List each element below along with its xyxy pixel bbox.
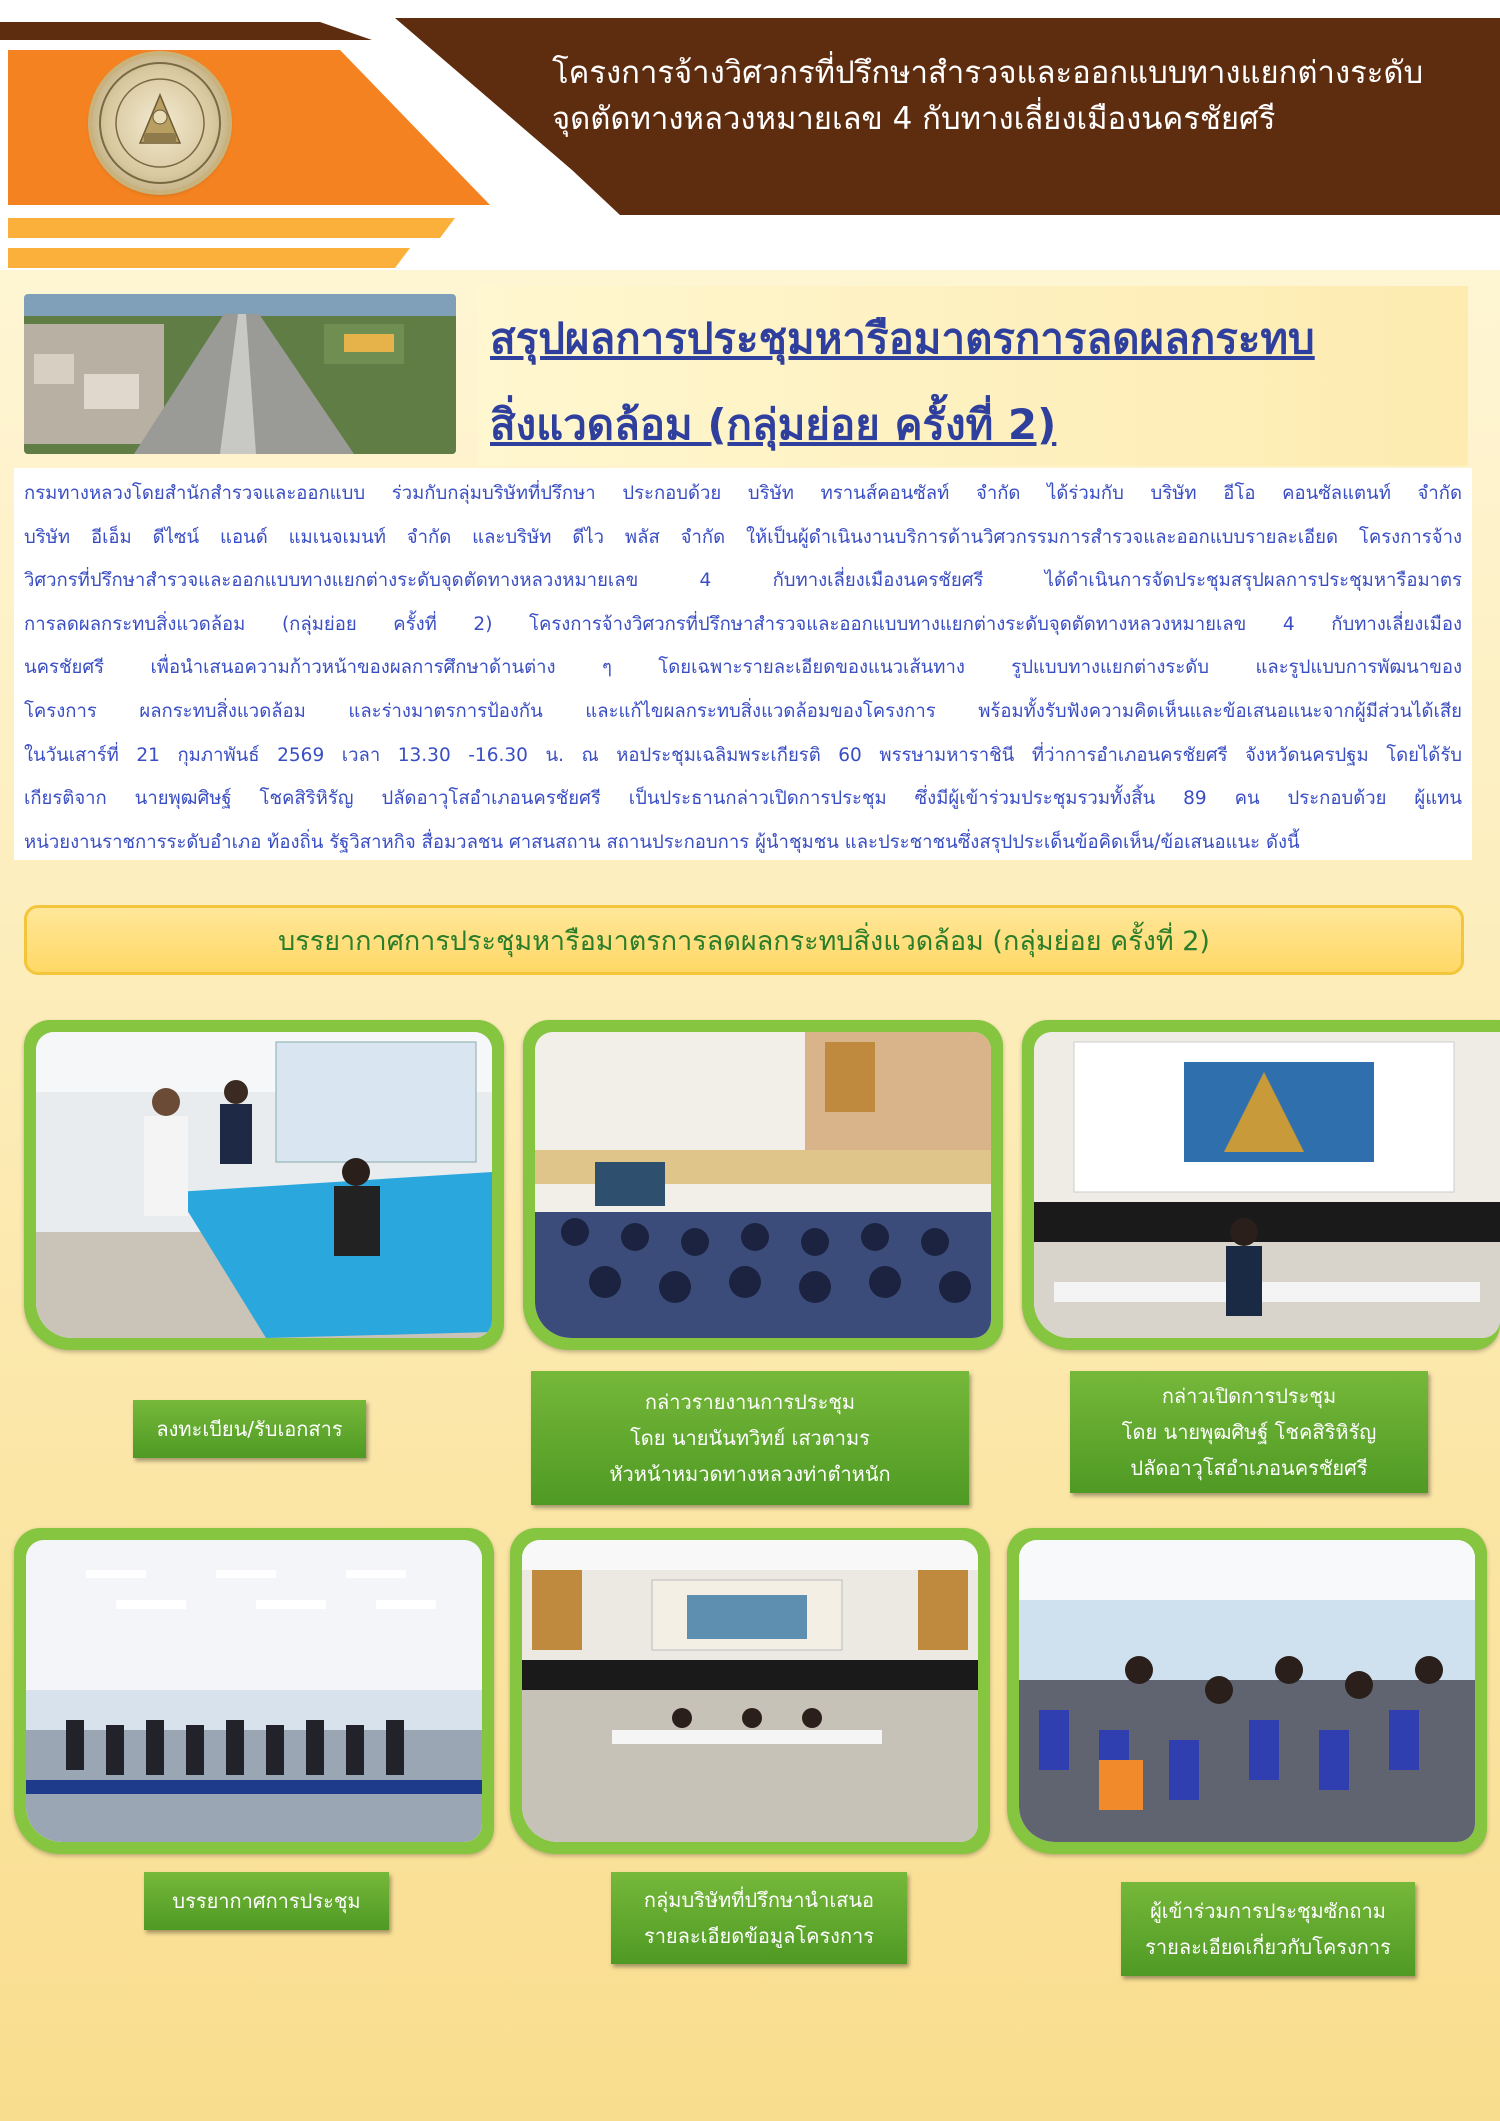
meeting-atmosphere-photo-frame — [14, 1528, 494, 1854]
participant-questions-photo-frame — [1007, 1528, 1487, 1854]
opening-speech-photo — [1034, 1032, 1500, 1338]
participant-questions-photo — [1019, 1540, 1475, 1842]
report-speech-photo — [535, 1032, 991, 1338]
caption-line: กลุ่มบริษัทที่ปรึกษานำเสนอ — [643, 1888, 875, 1912]
department-logo — [92, 55, 228, 191]
project-title-line2: จุดตัดทางหลวงหมายเลข 4 กับทางเลี่ยงเมืองนครชัยศรี — [552, 101, 1276, 137]
consultant-presentation-photo-frame — [510, 1528, 990, 1854]
highway-aerial-photo — [24, 294, 456, 454]
caption-report-speech — [531, 1371, 969, 1505]
meeting-atmosphere-photo — [26, 1540, 482, 1842]
caption-line: ปลัดอาวุโสอำเภอนครชัยศรี — [1130, 1456, 1368, 1480]
section-banner-text: บรรยากาศการประชุมหารือมาตรการลดผลกระทบสิ่งแวดล้อม (กลุ่มย่อย ครั้งที่ 2) — [278, 925, 1210, 957]
opening-speech-photo-frame — [1022, 1020, 1500, 1350]
intro-line: วิศวกรที่ปรึกษาสำรวจและออกแบบทางแยกต่างระดับจุดตัดทางหลวงหมายเลข 4 กับทางเลี่ยงเมืองนครชัยศรี ได้ดำเนินการจัดประชุมสรุปผลการประชุมหารือมาตร — [24, 570, 1462, 592]
intro-line: โครงการ ผลกระทบสิ่งแวดล้อม และร่างมาตรการป้องกัน และแก้ไขผลกระทบสิ่งแวดล้อมของโครงการ พร้อมทั้งรับฟังความคิดเห็นและข้อเสนอแนะจากผู้มีส่วนได้เสีย — [24, 700, 1462, 722]
caption-line: บรรยากาศการประชุม — [172, 1889, 361, 1913]
page-title-line2: สิ่งแวดล้อม (กลุ่มย่อย ครั้งที่ 2) — [490, 400, 1057, 449]
intro-paragraph — [14, 468, 1472, 860]
report-speech-photo-frame — [523, 1020, 1003, 1350]
caption-line: กล่าวเปิดการประชุม — [1161, 1384, 1337, 1408]
caption-line: โดย นายนันทวิทย์ เสวตามร — [630, 1426, 870, 1450]
intro-line: กรมทางหลวงโดยสำนักสำรวจและออกแบบ ร่วมกับกลุ่มบริษัทที่ปรึกษา ประกอบด้วย บริษัท ทรานส์คอนซัลท์ จำกัด ได้ร่วมกับ บริษัท อีโอ คอนซัลแตนท์ จำกัด — [24, 483, 1462, 504]
intro-line: การลดผลกระทบสิ่งแวดล้อม (กลุ่มย่อย ครั้งที่ 2) โครงการจ้างวิศวกรที่ปรึกษาสำรวจและออกแบบทางแยกต่างระดับจุดตัดทางหลวงหมายเลข 4 กับทางเลี่ยงเมือง — [24, 613, 1462, 635]
caption-opening-speech — [1070, 1371, 1428, 1493]
caption-line: ผู้เข้าร่วมการประชุมซักถาม — [1150, 1899, 1386, 1923]
caption-line: ลงทะเบียน/รับเอกสาร — [156, 1417, 343, 1441]
caption-line: โดย นายพุฒศิษฐ์ โชคสิริหิรัญ — [1121, 1420, 1377, 1444]
consultant-presentation-photo — [522, 1540, 978, 1842]
project-title — [552, 50, 1492, 142]
intro-line: เกียรติจาก นายพุฒศิษฐ์ โชคสิริหิรัญ ปลัดอาวุโสอำเภอนครชัยศรี เป็นประธานกล่าวเปิดการประชุม ซึ่งมีผู้เข้าร่วมประชุมรวมทั้งสิ้น 89 คน ประกอบด้วย ผู้แทน — [24, 788, 1462, 810]
caption-line: หัวหน้าหมวดทางหลวงท่าตำหนัก — [609, 1462, 891, 1486]
caption-line: กล่าวรายงานการประชุม — [644, 1390, 856, 1414]
page-title-line1: สรุปผลการประชุมหารือมาตรการลดผลกระทบ — [490, 314, 1315, 363]
registration-photo — [36, 1032, 492, 1338]
caption-consultant-presentation — [611, 1872, 907, 1964]
caption-registration — [133, 1400, 366, 1458]
caption-participant-questions — [1121, 1882, 1415, 1976]
caption-meeting-atmosphere — [144, 1872, 389, 1930]
intro-line: นครชัยศรี เพื่อนำเสนอความก้าวหน้าของผลการศึกษาด้านต่าง ๆ โดยเฉพาะรายละเอียดของแนวเส้นทาง รูปแบบทางแยกต่างระดับ และรูปแบบการพัฒนาของ — [24, 657, 1462, 679]
caption-line: รายละเอียดข้อมูลโครงการ — [643, 1924, 875, 1948]
intro-line: หน่วยงานราชการระดับอำเภอ ท้องถิ่น รัฐวิสาหกิจ สื่อมวลชน ศาสนสถาน สถานประกอบการ ผู้นำชุมชน และประชาชนซึ่งสรุปประเด็นข้อคิดเห็น/ข้อเสนอแนะ ดังนี้ — [24, 831, 1300, 853]
registration-photo-frame — [24, 1020, 504, 1350]
intro-line: บริษัท อีเอ็ม ดีไซน์ แอนด์ แมเนจเมนท์ จำกัด และบริษัท ดีไว พลัส จำกัด ให้เป็นผู้ดำเนินงานบริการด้านวิศวกรรมการสำรวจและออกแบบรายละเอียด โครงการจ้าง — [24, 526, 1462, 548]
caption-line: รายละเอียดเกี่ยวกับโครงการ — [1145, 1935, 1391, 1959]
page-title — [490, 296, 1450, 468]
project-title-line1: โครงการจ้างวิศวกรที่ปรึกษาสำรวจและออกแบบทางแยกต่างระดับ — [552, 55, 1424, 91]
intro-line: ในวันเสาร์ที่ 21 กุมภาพันธ์ 2569 เวลา 13.30 -16.30 น. ณ หอประชุมเฉลิมพระเกียรติ 60 พรรษามหาราชินี ที่ว่าการอำเภอนครชัยศรี จังหวัดนครปฐม โดยได้รับ — [24, 744, 1462, 766]
section-banner — [24, 905, 1464, 975]
